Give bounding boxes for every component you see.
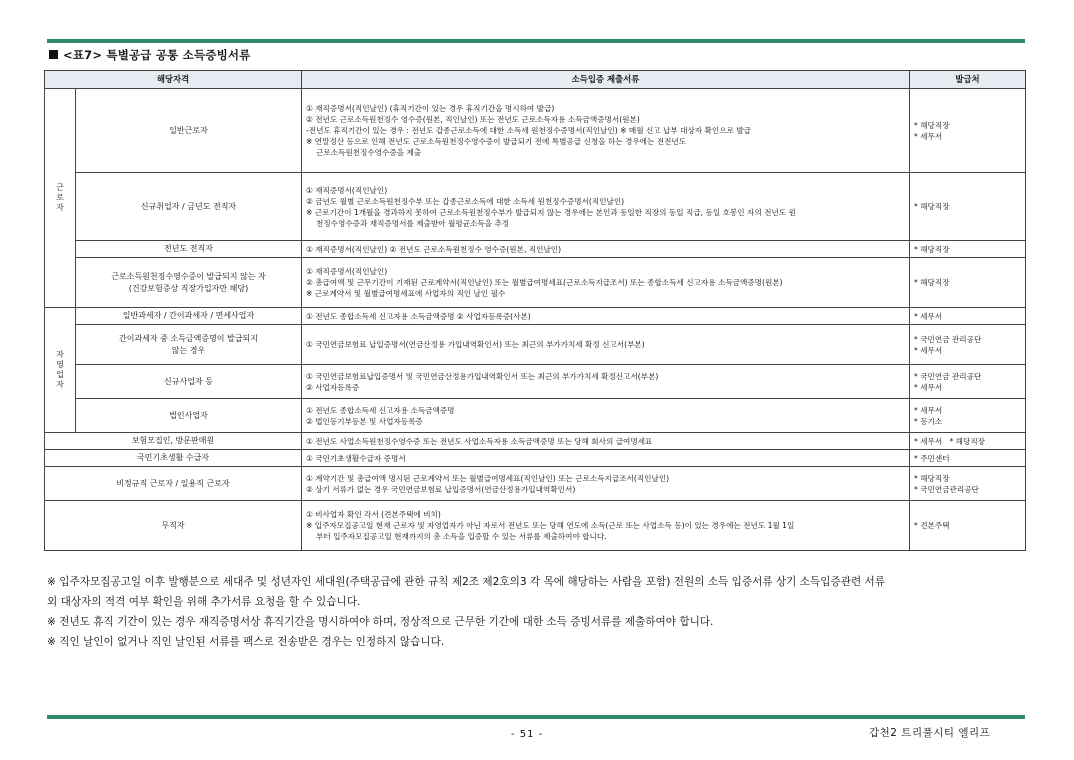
qualification-cell: 신규취업자 / 금년도 전직자	[76, 173, 302, 241]
category-worker	[45, 89, 76, 308]
notes-section	[47, 572, 1032, 652]
category-char: 자	[56, 350, 64, 359]
note-line: 외 대상자의 적격 여부 확인을 위해 추가서류 요청을 할 수 있습니다.	[47, 596, 361, 608]
doc-line: ※ 근로계약서 및 월별급여명세표에 사업자의 직인 날인 필수	[306, 289, 506, 298]
category-char: 영	[56, 360, 64, 369]
doc-line: ② 상기 서류가 없는 경우 국민연금보험료 납입증명서(연금산정용가입내역확인서)	[306, 484, 576, 494]
bottom-accent-line	[47, 715, 1025, 719]
section-title-text: <표7> 특별공급 공통 소득증빙서류	[63, 48, 251, 62]
doc-line: ① 전년도 종합소득세 신고자용 소득금액증명 ② 사업자등록증(사본)	[306, 311, 531, 321]
documents-cell	[302, 308, 910, 325]
qualification-cell: 일반근로자	[76, 89, 302, 173]
doc-line: ① 재직증명서(직인날인)	[306, 267, 388, 276]
qualification-line: 간이과세자 중 소득금액증명이 발급되지	[118, 333, 258, 343]
documents-cell	[302, 89, 910, 173]
doc-line: ① 전년도 종합소득세 신고자용 소득금액증명	[306, 405, 455, 415]
table-row	[45, 467, 1026, 501]
qualification-cell	[76, 325, 302, 365]
doc-line: ① 재직증명서(직인날인)	[306, 185, 388, 195]
doc-line: ① 전년도 사업소득원천징수영수증 또는 전년도 사업소득자용 소득금액증명 또는 당해 회사의 급여명세표	[306, 436, 653, 446]
documents-cell	[302, 173, 910, 241]
table-row	[45, 173, 1026, 241]
documents-cell	[302, 258, 910, 308]
issuer-line: * 세무서	[914, 345, 943, 355]
qualification-line: (건강보험증상 직장가입자만 해당)	[128, 283, 249, 293]
issuer-line: * 국민연금 관리공단	[914, 334, 982, 344]
note-line: ※ 직인 날인이 없거나 직인 날인된 서류를 팩스로 전송받은 경우는 인정하지 않습니다.	[47, 636, 445, 648]
documents-cell	[302, 433, 910, 450]
table-row	[45, 241, 1026, 258]
top-accent-line	[47, 39, 1025, 43]
header-qualification: 해당자격	[45, 71, 302, 89]
qualification-cell: 무직자	[45, 501, 302, 551]
issuer-cell	[910, 241, 1026, 258]
documents-cell	[302, 365, 910, 399]
table-row	[45, 89, 1026, 173]
issuer-line: * 해당직장	[914, 244, 950, 254]
category-char: 업	[56, 370, 64, 379]
qualification-line: 않는 경우	[171, 345, 206, 355]
doc-line: ※ 근로기간이 1개월을 경과하지 못하여 근로소득원천징수부가 발급되지 않는 경우에는 본인과 동일한 직장의 동일 직급, 동일 호봉인 자의 전년도 원	[306, 207, 796, 217]
issuer-cell	[910, 258, 1026, 308]
table-row	[45, 258, 1026, 308]
issuer-cell	[910, 89, 1026, 173]
issuer-cell	[910, 173, 1026, 241]
doc-line: ※ 입주자모집공고일 현재 근로자 및 자영업자가 아닌 자로서 전년도 또는 당해 연도에 소득(근로 또는 사업소득 등)이 있는 경우에는 전년도 1월 1일	[306, 521, 795, 530]
category-char: 근	[56, 183, 64, 192]
square-bullet-icon	[49, 50, 58, 59]
issuer-line: * 세무서	[914, 311, 943, 321]
table-row	[45, 433, 1026, 450]
issuer-line: * 등기소	[914, 416, 943, 426]
table-row	[45, 399, 1026, 433]
qualification-cell	[76, 258, 302, 308]
issuer-cell	[910, 501, 1026, 551]
doc-line: 근로소득원천징수영수증을 제출	[316, 148, 422, 157]
page-number: - 51 -	[511, 729, 544, 740]
issuer-line: * 해당직장	[914, 202, 950, 211]
doc-line: ② 법인등기부등본 및 사업자등록증	[306, 416, 423, 426]
doc-line: ① 국민연금보험료 납입증명서(연금산정용 가입내역확인서) 또는 최근의 부가가치세 확정 신고서(부본)	[306, 340, 645, 349]
issuer-line: * 해당직장	[914, 278, 950, 287]
documents-cell	[302, 450, 910, 467]
documents-cell	[302, 399, 910, 433]
table-row	[45, 365, 1026, 399]
doc-line: 천징수영수증과 재직증명서를 제출받아 월평균소득을 추정	[316, 218, 510, 228]
category-char: 로	[56, 193, 64, 202]
table-row	[45, 450, 1026, 467]
income-proof-table	[44, 70, 1026, 551]
doc-line: ① 계약기간 및 총급여액 명시된 근로계약서 또는 월별급여명세표(직인날인) 또는 근로소득지급조서(직인날인)	[306, 473, 670, 483]
documents-cell	[302, 241, 910, 258]
category-self-employed	[45, 308, 76, 433]
doc-line: ① 비사업자 확인 각서 (견본주택에 비치)	[306, 510, 441, 519]
qualification-cell: 일반과세자 / 간이과세자 / 면세사업자	[76, 308, 302, 325]
issuer-cell	[910, 365, 1026, 399]
documents-cell	[302, 325, 910, 365]
header-documents: 소득입증 제출서류	[302, 71, 910, 89]
issuer-line: * 해당직장	[914, 120, 950, 130]
documents-cell	[302, 467, 910, 501]
issuer-cell	[910, 399, 1026, 433]
doc-line: 부터 입주자모집공고일 현재까지의 총 소득을 입증할 수 있는 서류를 제출하여야 합니다.	[316, 532, 607, 541]
issuer-line: * 견본주택	[914, 521, 950, 530]
issuer-cell	[910, 467, 1026, 501]
table-header-row	[45, 71, 1026, 89]
table-row	[45, 308, 1026, 325]
issuer-line: * 세무서	[914, 405, 943, 415]
documents-cell	[302, 501, 910, 551]
qualification-cell: 전년도 전직자	[76, 241, 302, 258]
issuer-cell	[910, 450, 1026, 467]
doc-line: ② 총급여액 및 근무기간이 기재된 근로계약서(직인날인) 또는 월별급여명세표(근로소득지급조서) 또는 종합소득세 신고자용 소득금액증명(원본)	[306, 278, 783, 287]
issuer-cell	[910, 325, 1026, 365]
doc-line: ① 국민연금보험료납입증명서 및 국민연금산정용가입내역확인서 또는 최근의 부가가치세 확정신고서(부본)	[306, 371, 659, 381]
category-char: 자	[56, 380, 64, 389]
project-name: 갑천2 트리풀시티 엘리프	[869, 727, 991, 739]
doc-line: ※ 연말정산 등으로 인해 전년도 근로소득원천징수영수증이 발급되기 전에 특별공급 신청을 하는 경우에는 전전년도	[306, 137, 687, 146]
doc-line: ② 사업자등록증	[306, 382, 360, 392]
doc-line: -전년도 휴직기간이 있는 경우 : 전년도 갑종근로소득에 대한 소득세 원천징수증명서(직인날인) ※ 매월 신고 납부 대상자 확인으로 발급	[306, 126, 751, 135]
section-title	[49, 47, 251, 63]
issuer-line: * 국민연금 관리공단	[914, 371, 982, 381]
qualification-cell: 신규사업자 등	[76, 365, 302, 399]
issuer-line: * 세무서 * 해당직장	[914, 436, 986, 446]
qualification-cell: 비정규직 근로자 / 일용직 근로자	[45, 467, 302, 501]
issuer-cell	[910, 308, 1026, 325]
doc-line: ② 전년도 근로소득원천징수 영수증(원본, 직인날인) 또는 전년도 근로소득자용 소득금액증명서(원본)	[306, 115, 640, 124]
note-line: ※ 전년도 휴직 기간이 있는 경우 재직증명서상 휴직기간을 명시하여야 하며, 정상적으로 근무한 기간에 대한 소득 증빙서류를 제출하여야 합니다.	[47, 616, 714, 628]
header-issuer: 발급처	[910, 71, 1026, 89]
issuer-line: * 해당직장	[914, 473, 950, 483]
table-row	[45, 501, 1026, 551]
table-row	[45, 325, 1026, 365]
issuer-line: * 세무서	[914, 131, 943, 141]
doc-line: ① 재직증명서(직인날인) (휴직기간이 있는 경우 휴직기간을 명시하여 발급)	[306, 104, 555, 113]
issuer-line: * 주민센터	[914, 453, 950, 463]
qualification-cell: 법인사업자	[76, 399, 302, 433]
doc-line: ① 국민기초생활수급자 증명서	[306, 453, 406, 463]
doc-line: ② 금년도 월별 근로소득원천징수부 또는 갑종근로소득에 대한 소득세 원천징수증명서(직인날인)	[306, 196, 625, 206]
issuer-line: * 국민연금관리공단	[914, 484, 979, 494]
issuer-cell	[910, 433, 1026, 450]
doc-line: ① 재직증명서(직인날인) ② 전년도 근로소득원천징수 영수증(원본, 직인날인)	[306, 244, 562, 254]
note-line: ※ 입주자모집공고일 이후 발행분으로 세대주 및 성년자인 세대원(주택공급에 관한 규칙 제2조 제2호의3 각 목에 해당하는 사람을 포함) 전원의 소득 입증서류 상기 소득입증관련 서류	[47, 576, 886, 588]
qualification-cell: 보험모집인, 방문판매원	[45, 433, 302, 450]
qualification-cell: 국민기초생활 수급자	[45, 450, 302, 467]
qualification-line: 근로소득원천징수영수증이 발급되지 않는 자	[111, 271, 266, 281]
issuer-line: * 세무서	[914, 382, 943, 392]
category-char: 자	[56, 203, 64, 212]
